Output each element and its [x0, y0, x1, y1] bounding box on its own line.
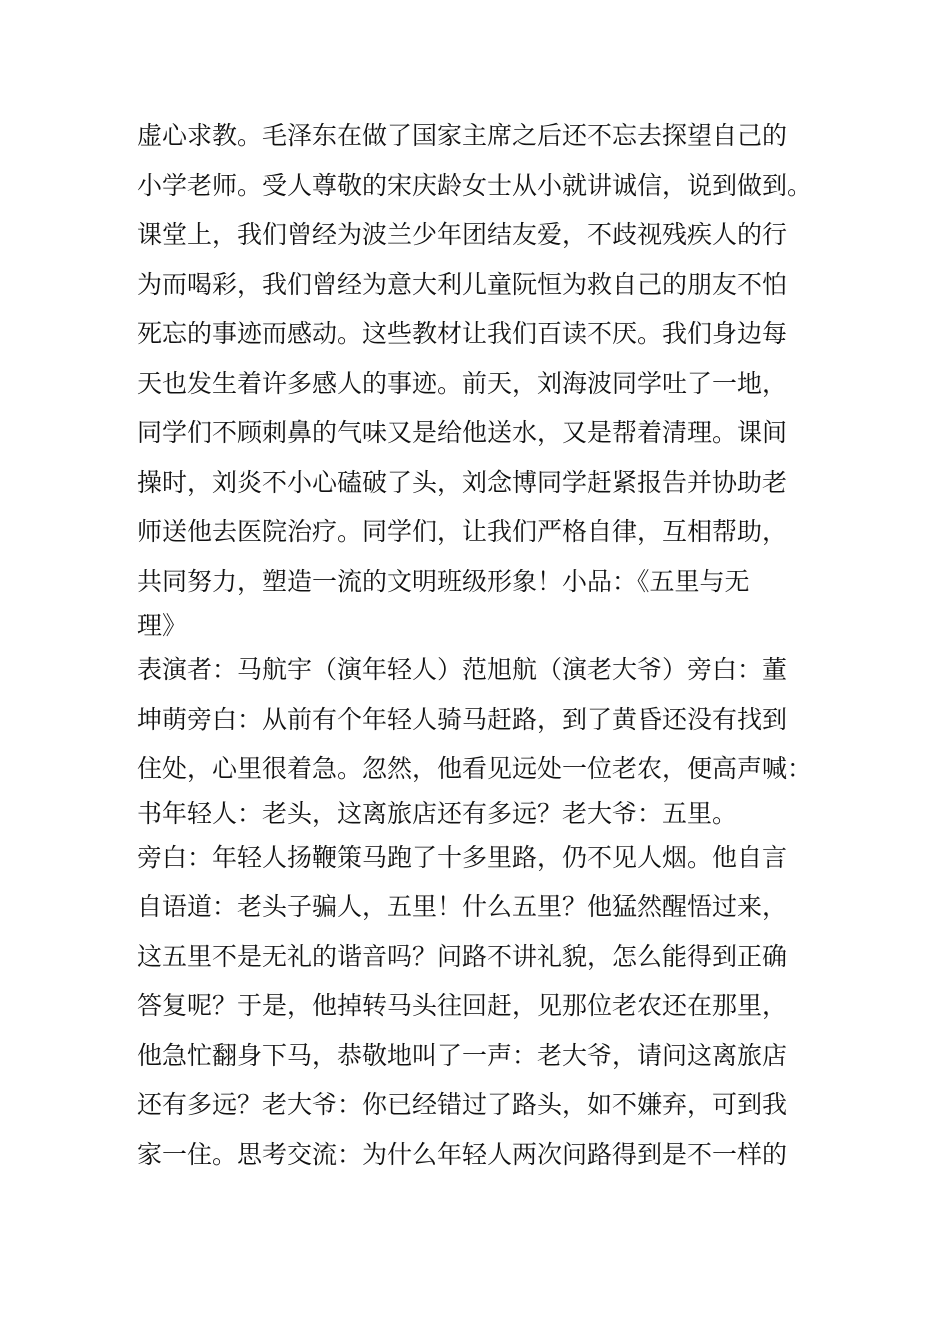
text-line: 理》 [137, 611, 188, 640]
text-line: 共同努力，塑造一流的文明班级形象！小品：《五里与无 [137, 566, 750, 596]
text-line: 虚心求教。毛泽东在做了国家主席之后还不忘去探望自己的 [137, 121, 788, 150]
text-line: 操时，刘炎不小心磕破了头，刘念博同学赶紧报告并协助老 [137, 467, 788, 497]
text-line: 坤萌旁白：从前有个年轻人骑马赶路，到了黄昏还没有找到 [137, 704, 788, 734]
text-line: 还有多远？老大爷：你已经错过了路头，如不嫌弃，可到我 [137, 1090, 788, 1119]
text-line: 住处，心里很着急。忽然，他看见远处一位老农，便高声喊： [137, 754, 813, 783]
text-line: 课堂上，我们曾经为波兰少年团结友爱，不歧视残疾人的行 [137, 220, 788, 249]
text-line: 这五里不是无礼的谐音吗？问路不讲礼貌，怎么能得到正确 [137, 941, 788, 971]
text-line: 家一住。思考交流：为什么年轻人两次问路得到是不一样的 [137, 1139, 788, 1169]
text-line: 自语道：老头子骗人，五里！什么五里？他猛然醒悟过来， [137, 892, 788, 921]
text-line: 表演者：马航宇（演年轻人）范旭航（演老大爷）旁白：董 [137, 655, 788, 684]
text-line: 天也发生着许多感人的事迹。前天，刘海波同学吐了一地， [137, 368, 788, 398]
body-text [137, 111, 837, 1179]
text-line: 旁白：年轻人扬鞭策马跑了十多里路，仍不见人烟。他自言 [137, 842, 788, 872]
text-line: 答复呢？于是，他掉转马头往回赶，见那位老农还在那里， [137, 991, 788, 1020]
text-line: 师送他去医院治疗。同学们，让我们严格自律，互相帮助， [137, 517, 788, 546]
text-line: 为而喝彩，我们曾经为意大利儿童阮恒为救自己的朋友不怕 [137, 269, 788, 299]
text-line: 书年轻人：老头，这离旅店还有多远？老大爷：五里。 [137, 798, 738, 828]
text-line: 他急忙翻身下马，恭敬地叫了一声：老大爷，请问这离旅店 [137, 1040, 788, 1070]
text-line: 死忘的事迹而感动。这些教材让我们百读不厌。我们身边每 [137, 319, 788, 348]
text-line: 小学老师。受人尊敬的宋庆龄女士从小就讲诚信，说到做到。 [137, 170, 813, 200]
text-line: 同学们不顾刺鼻的气味又是给他送水，又是帮着清理。课间 [137, 418, 788, 447]
